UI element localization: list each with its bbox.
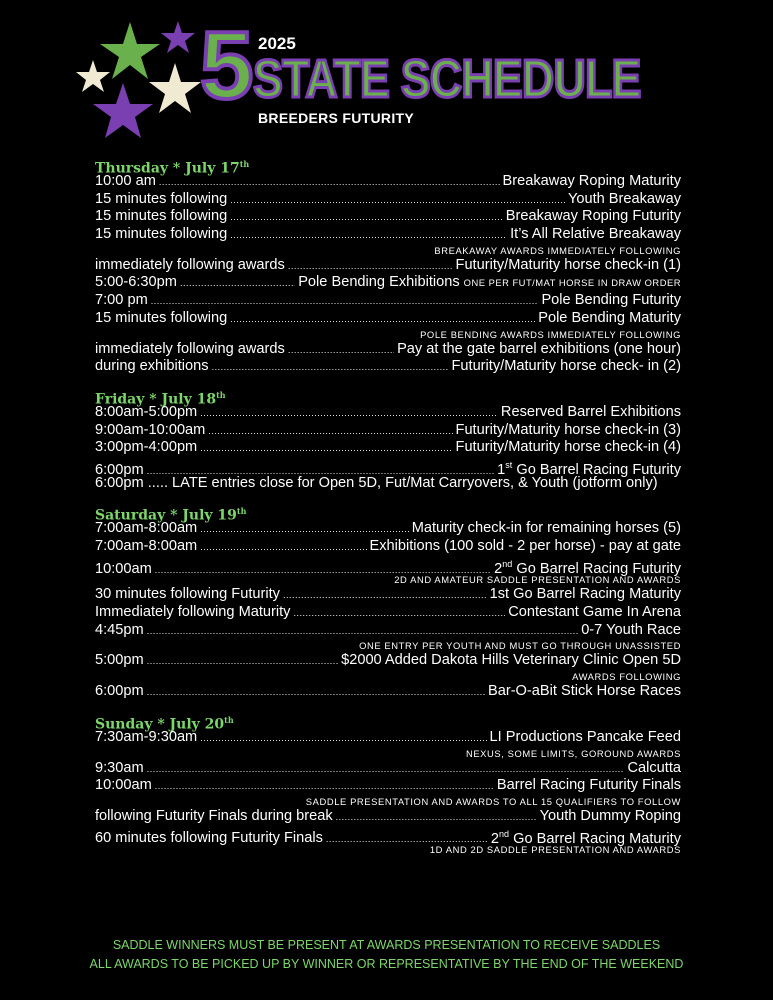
schedule-event-text: Futurity/Maturity horse check-in (1) [455, 256, 681, 273]
dot-leader [208, 423, 452, 441]
schedule-note: BREAKAWAY AWARDS IMMEDIATELY FOLLOWING [434, 244, 681, 256]
schedule-event-text: Reserved Barrel Exhibitions [500, 403, 681, 420]
schedule-event [488, 683, 681, 701]
day-heading-text: Thursday * July 17 [95, 160, 240, 177]
dot-leader [336, 809, 537, 827]
schedule-event-text: Maturity check-in for remaining horses (5) [411, 520, 681, 537]
schedule-row [95, 683, 681, 701]
schedule-event-text: Calcutta [627, 759, 681, 776]
schedule-row [95, 422, 681, 440]
dot-leader [200, 539, 366, 557]
dot-leader [200, 405, 498, 423]
schedule-event [538, 310, 681, 328]
schedule-time: 8:00am-5:00pm [95, 403, 198, 420]
schedule-event [508, 604, 681, 622]
schedule-time: 60 minutes following Futurity Finals [95, 830, 323, 847]
schedule-row [95, 292, 681, 310]
schedule-row [95, 652, 681, 670]
schedule-event-text: It’s All Relative Breakaway [510, 226, 681, 243]
schedule-event [541, 292, 681, 310]
event-logo [0, 0, 773, 150]
schedule-event-text: Pay at the gate barrel exhibitions (one hour) [397, 340, 681, 357]
schedule-event [456, 422, 681, 440]
star-purple-small [161, 21, 195, 53]
schedule-event-text: LI Productions Pancake Feed [489, 728, 681, 745]
ordinal-number: 2 [490, 830, 500, 847]
schedule-time: 7:00am-8:00am [95, 520, 198, 537]
schedule-event [397, 341, 681, 359]
footer-line-1: SADDLE WINNERS MUST BE PRESENT AT AWARDS PRESENTATION TO RECEIVE SADDLES [112, 938, 661, 952]
schedule-event-text: Futurity/Maturity horse check- in (2) [451, 358, 681, 375]
schedule-event-text: Youth Breakaway [567, 190, 681, 207]
schedule-time: immediately following awards [95, 340, 285, 357]
day-heading-text: Friday * July 18 [95, 391, 217, 408]
dot-leader [288, 342, 394, 360]
schedule-event-text: 1st Go Barrel Racing Maturity [489, 586, 681, 603]
ordinal-suffix: st [505, 459, 513, 470]
schedule-time: 30 minutes following Futurity [95, 586, 280, 603]
schedule-event [497, 777, 681, 795]
schedule-event [501, 404, 681, 422]
schedule-row [95, 404, 681, 422]
schedule-event [581, 622, 681, 640]
schedule-event [510, 226, 681, 244]
schedule-event [370, 538, 682, 556]
schedule-row [95, 622, 681, 640]
schedule-event-text: Pole Bending Exhibitions [298, 274, 460, 291]
schedule-event-text: $2000 Added Dakota Hills Veterinary Clinic Open 5D [341, 652, 681, 669]
schedule-row [95, 826, 681, 847]
schedule-row [95, 760, 681, 778]
schedule-row [95, 257, 681, 275]
day-heading-suffix: th [224, 714, 234, 725]
schedule-event [503, 173, 681, 191]
schedule-time: Immediately following Maturity [95, 604, 291, 621]
schedule-event-text: Futurity/Maturity horse check-in (3) [455, 421, 681, 438]
day-heading [95, 711, 681, 733]
schedule-row [95, 341, 681, 359]
schedule-event-text: Youth Dummy Roping [539, 807, 681, 824]
dot-leader [212, 359, 449, 377]
schedule-row [95, 538, 681, 556]
ordinal-suffix: nd [502, 558, 513, 569]
dot-leader [200, 440, 452, 458]
schedule [95, 155, 681, 856]
schedule-event-text: Pole Bending Maturity [538, 309, 681, 326]
schedule-event [451, 358, 681, 376]
dot-leader [155, 778, 494, 796]
schedule-event-text: Breakaway Roping Maturity [502, 173, 681, 189]
schedule-time: 15 minutes following [95, 309, 228, 326]
schedule-time: 7:30am-9:30am [95, 728, 198, 745]
ordinal-number: 1 [497, 461, 506, 478]
schedule-row [95, 274, 681, 292]
schedule-time: 9:30am [95, 759, 144, 776]
schedule-row [95, 208, 681, 226]
schedule-note: ONE ENTRY PER YOUTH AND MUST GO THROUGH UNASSISTED [359, 640, 681, 652]
dot-leader [288, 258, 453, 276]
star-cream-small [76, 60, 110, 92]
dot-leader [293, 605, 505, 623]
dot-leader [230, 192, 565, 210]
schedule-event-text: Exhibitions (100 sold - 2 per horse) - pay at gate [369, 538, 681, 554]
schedule-event-text: Futurity/Maturity horse check-in (4) [455, 439, 681, 456]
schedule-row [95, 604, 681, 622]
schedule-event [298, 274, 681, 292]
schedule-time: 15 minutes following [95, 190, 228, 207]
dot-leader [200, 521, 409, 539]
schedule-time: 10:00am [95, 777, 152, 794]
day-heading [95, 502, 681, 524]
schedule-row [95, 520, 681, 538]
star-green [100, 22, 160, 79]
logo-subtitle: BREEDERS FUTURITY [258, 110, 414, 126]
schedule-row [95, 586, 681, 604]
footer-line-2: ALL AWARDS TO BE PICKED UP BY WINNER OR REPRESENTATIVE BY THE END OF THE WEEKEND [89, 957, 684, 971]
ordinal-number: 2 [494, 560, 503, 577]
schedule-event-text: 0-7 Youth Race [581, 621, 681, 638]
schedule-note: 2D AND AMATEUR SADDLE PRESENTATION AND AWARDS [394, 574, 681, 586]
page-title: STATE SCHEDULE [253, 49, 641, 109]
schedule-row [95, 310, 681, 328]
schedule-event [456, 439, 681, 457]
schedule-inline-note: ONE PER FUT/MAT HORSE IN DRAW ORDER [463, 277, 681, 289]
schedule-event [568, 191, 681, 209]
schedule-event [506, 208, 681, 226]
dot-leader [147, 653, 338, 671]
schedule-event-text: Breakaway Roping Futurity [505, 208, 681, 225]
schedule-event-text: Go Barrel Racing Maturity [509, 830, 681, 847]
schedule-row [95, 173, 681, 191]
day-heading-suffix: th [216, 389, 226, 400]
schedule-time: 5:00-6:30pm [95, 274, 177, 291]
schedule-note: AWARDS FOLLOWING [572, 671, 681, 683]
dot-leader [180, 275, 295, 293]
schedule-time: 7:00am-8:00am [95, 538, 198, 554]
schedule-event-text: Contestant Game In Arena [508, 604, 681, 621]
stars-graphic [75, 18, 215, 143]
day-heading-suffix: th [236, 506, 247, 517]
schedule-time: 15 minutes following [95, 226, 228, 243]
schedule-event-text: Barrel Racing Futurity Finals [496, 777, 681, 794]
day-heading [95, 155, 681, 177]
schedule-time: 10:00 am [95, 173, 156, 189]
schedule-event [540, 808, 681, 826]
dot-leader [151, 293, 539, 311]
dot-leader [147, 761, 625, 779]
schedule-time: 6:00pm [95, 461, 144, 478]
dot-leader [230, 209, 503, 227]
star-purple-large [93, 83, 153, 138]
schedule-row [95, 439, 681, 457]
day-heading-suffix: th [239, 159, 250, 169]
schedule-time: immediately following awards [95, 256, 285, 273]
schedule-row [95, 556, 681, 577]
day-heading-text: Sunday * July 20 [95, 716, 225, 733]
schedule-note: POLE BENDING AWARDS IMMEDIATELY FOLLOWING [420, 328, 681, 340]
schedule-row [95, 226, 681, 244]
ordinal-suffix: nd [499, 828, 510, 839]
schedule-event [456, 257, 681, 275]
schedule-note: 1D AND 2D SADDLE PRESENTATION AND AWARDS [429, 844, 681, 856]
schedule-row [95, 729, 681, 747]
dot-leader [147, 623, 579, 641]
schedule-time: 9:00am-10:00am [95, 421, 206, 438]
dot-leader [230, 311, 535, 329]
dot-leader [200, 730, 486, 748]
schedule-row [95, 191, 681, 209]
schedule-time: 5:00pm [95, 652, 144, 669]
dot-leader [283, 587, 487, 605]
dot-leader [147, 684, 485, 702]
dot-leader [159, 174, 500, 192]
schedule-event-text: Pole Bending Futurity [541, 292, 681, 309]
schedule-time: during exhibitions [95, 358, 209, 375]
schedule-event-text: Go Barrel Racing Futurity [512, 461, 681, 478]
schedule-note: SADDLE PRESENTATION AND AWARDS TO ALL 15 QUALIFIERS TO FOLLOW [305, 795, 681, 807]
schedule-event [490, 729, 681, 747]
schedule-line: 6:00pm ..... LATE entries close for Open 5D, Fut/Mat Carryovers, & Youth (jotform only) [95, 474, 658, 491]
dot-leader [230, 227, 507, 245]
schedule-event-text: Go Barrel Racing Futurity [512, 560, 681, 577]
day-heading-text: Saturday * July 19 [95, 507, 237, 524]
star-cream-large [149, 63, 201, 113]
schedule-row [95, 808, 681, 826]
schedule-row [95, 358, 681, 376]
schedule-note: NEXUS, SOME LIMITS, GOROUND AWARDS [465, 747, 681, 759]
day-heading [95, 386, 681, 408]
schedule-event [341, 652, 681, 670]
logo-number: 5 [200, 12, 252, 119]
schedule-event [627, 760, 681, 778]
schedule-row [95, 777, 681, 795]
schedule-time: 7:00 pm [95, 292, 148, 309]
schedule-time: 10:00am [95, 560, 152, 577]
schedule-time: 3:00pm-4:00pm [95, 439, 198, 456]
schedule-event [412, 520, 681, 538]
schedule-time: following Futurity Finals during break [95, 807, 333, 824]
schedule-event-text: Bar-O-aBit Stick Horse Races [487, 683, 681, 700]
schedule-time: 15 minutes following [95, 208, 228, 225]
schedule-row [95, 457, 681, 478]
footer-notice [0, 936, 773, 974]
schedule-time: 6:00pm [95, 683, 144, 700]
schedule-event [490, 586, 681, 604]
schedule-time: 4:45pm [95, 621, 144, 638]
logo-year: 2025 [258, 34, 296, 53]
